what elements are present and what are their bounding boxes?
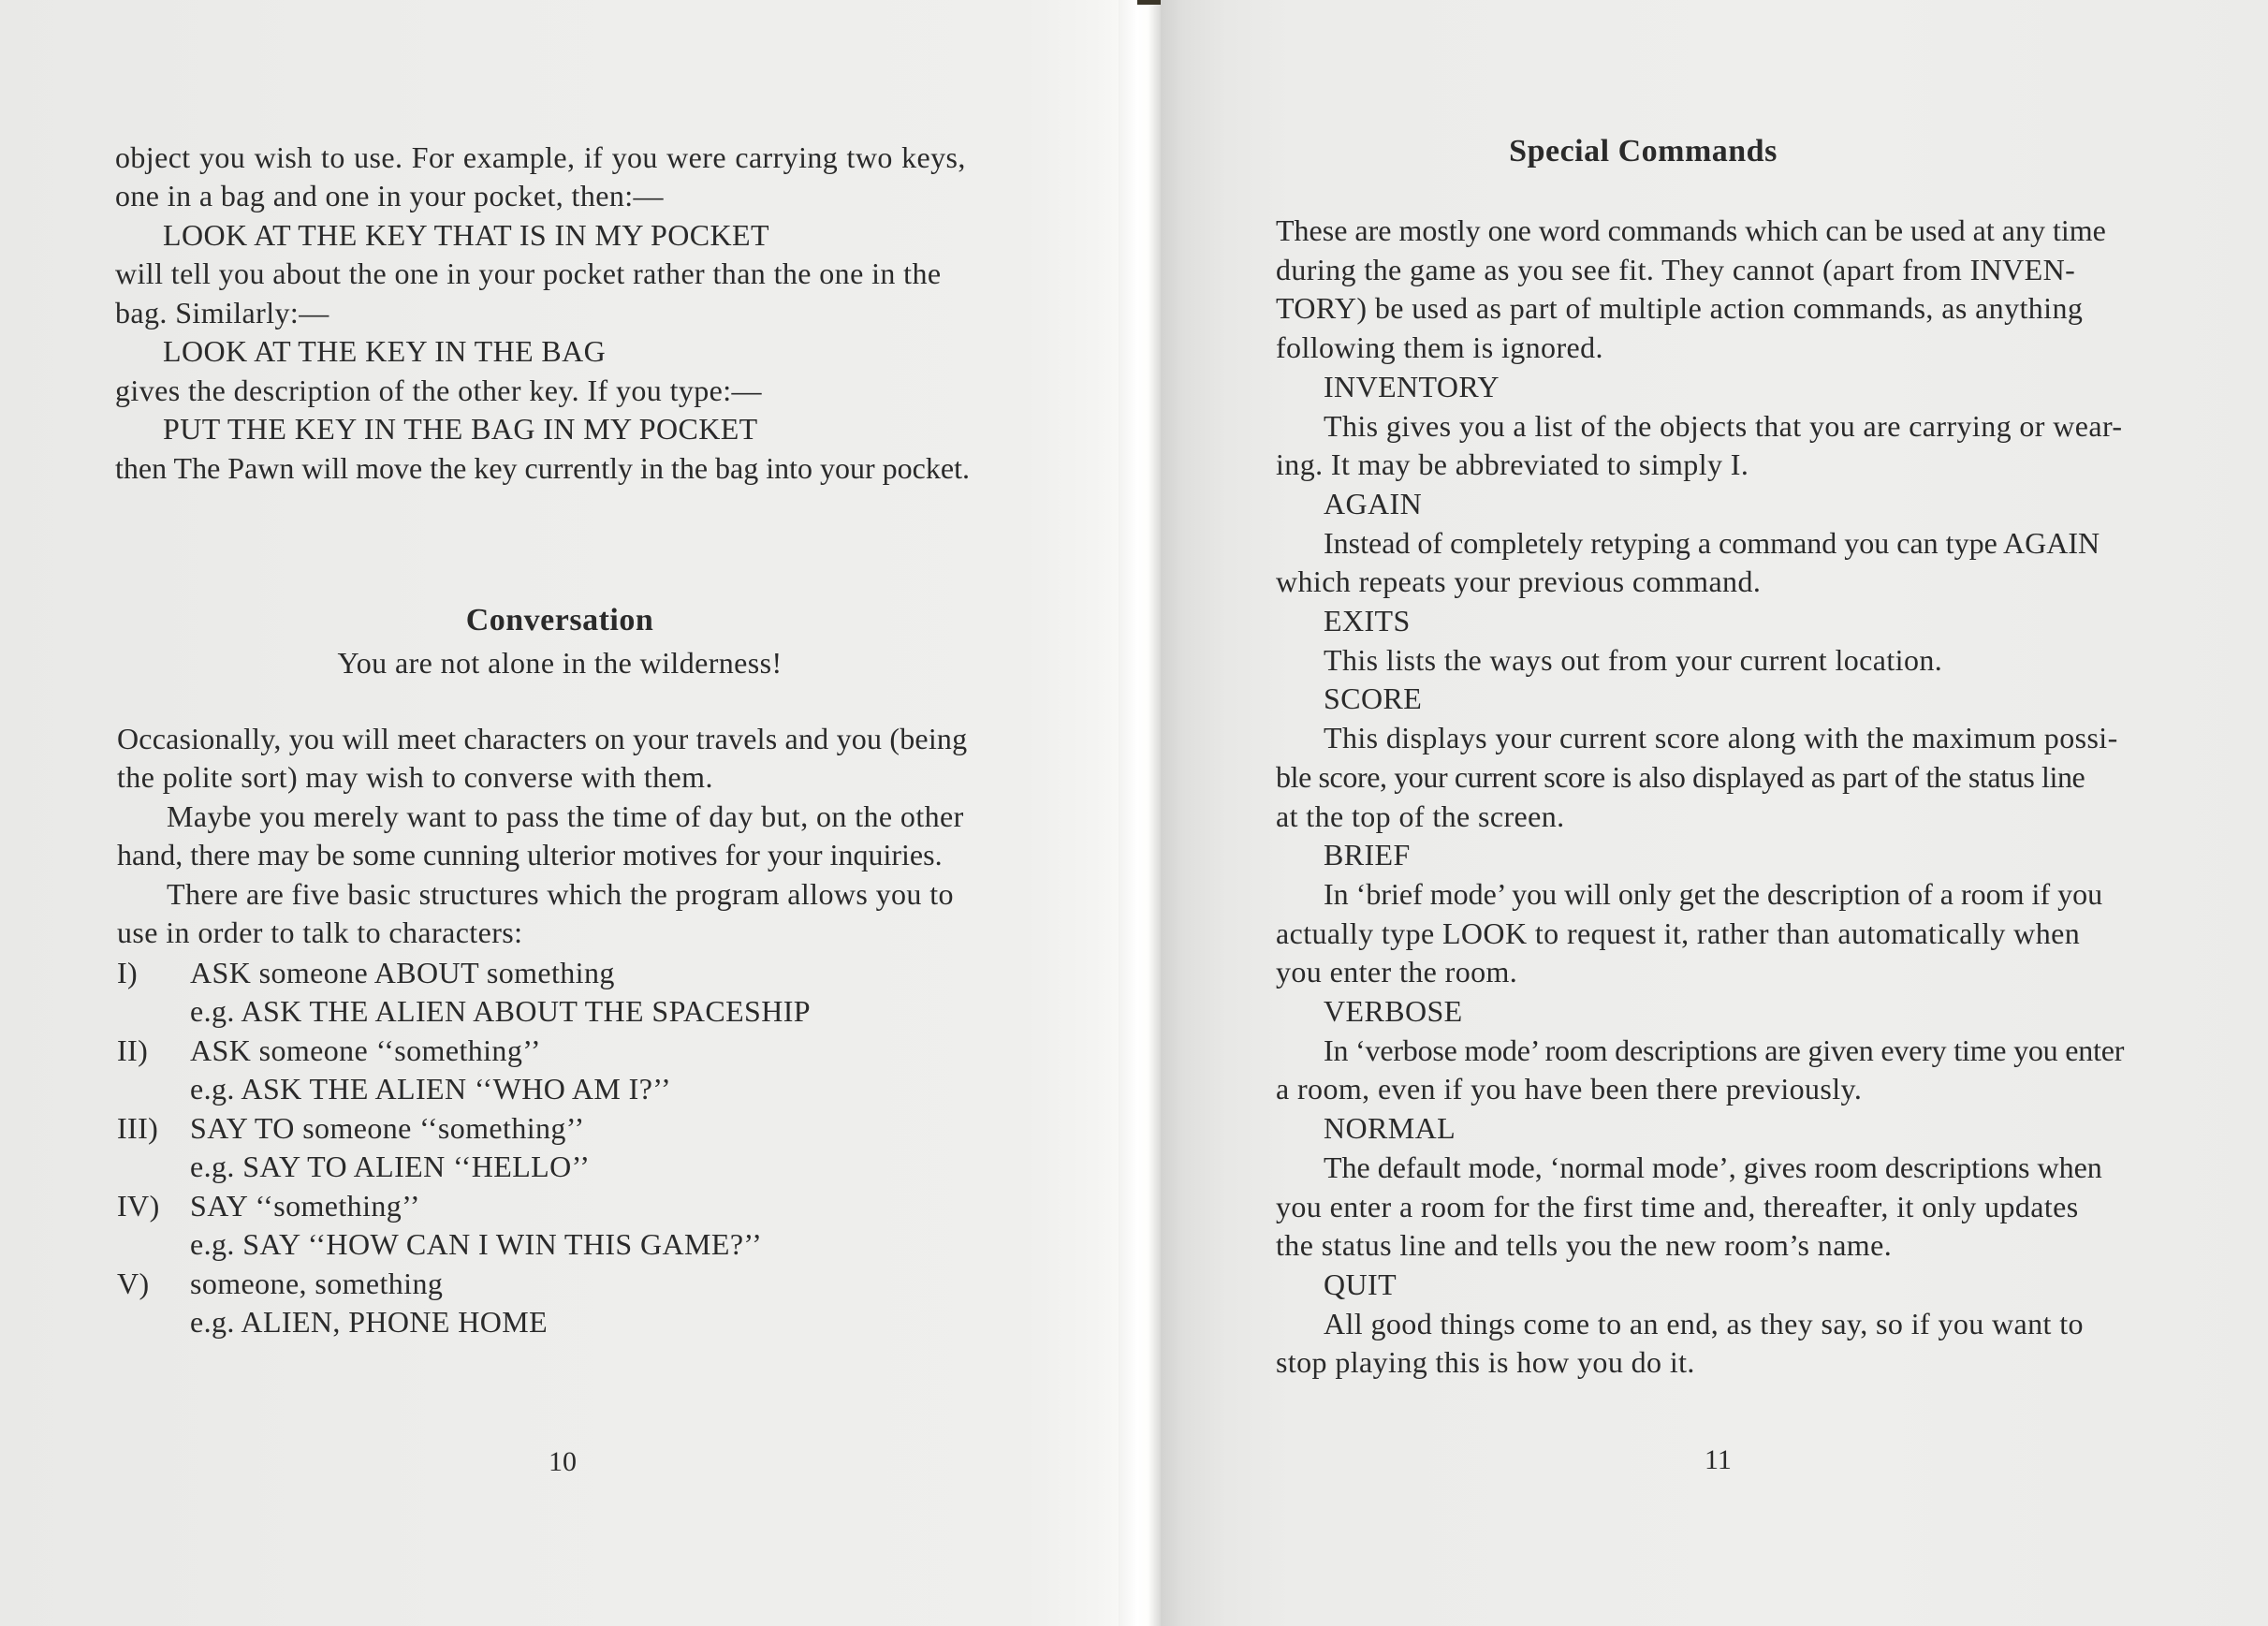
list-example: e.g. ALIEN, PHONE HOME (190, 1305, 549, 1339)
text-line: the status line and tells you the new room’s name. (1276, 1228, 1893, 1263)
list-example: e.g. ASK THE ALIEN ‘‘WHO AM I?’’ (190, 1072, 672, 1106)
text-line: a room, even if you have been there previously. (1276, 1072, 1863, 1106)
text-line: All good things come to an end, as they say, so if you want to (1324, 1306, 2084, 1340)
command-example: LOOK AT THE KEY IN THE BAG (163, 334, 607, 368)
text-line: use in order to talk to characters: (117, 916, 523, 949)
command-name-normal: NORMAL (1324, 1111, 1456, 1146)
command-name-inventory: INVENTORY (1324, 369, 1500, 403)
command-name-exits: EXITS (1324, 604, 1411, 637)
right-page (1161, 0, 2268, 1626)
list-numeral: V) (117, 1267, 150, 1300)
list-example: e.g. ASK THE ALIEN ABOUT THE SPACESHIP (190, 994, 811, 1028)
text-line: bag. Similarly:— (115, 296, 329, 330)
text-line: In ‘verbose mode’ room descriptions are given every time you enter (1324, 1033, 2125, 1067)
list-form: SAY TO someone ‘‘something’’ (190, 1111, 585, 1145)
text-line: This gives you a list of the objects that you are carrying or wear- (1324, 408, 2123, 443)
command-example: LOOK AT THE KEY THAT IS IN MY POCKET (163, 218, 769, 252)
text-line: gives the description of the other key. If you type:— (115, 374, 762, 407)
text-line: ing. It may be abbreviated to simply I. (1276, 447, 1749, 482)
text-line: There are five basic structures which the program allows you to (167, 877, 954, 911)
text-line: you enter the room. (1276, 955, 1518, 989)
list-form: someone, something (190, 1267, 444, 1300)
text-line: In ‘brief mode’ you will only get the description of a room if you (1324, 876, 2103, 911)
text-line: one in a bag and one in your pocket, then:— (115, 179, 664, 212)
text-line: The default mode, ‘normal mode’, gives room descriptions when (1324, 1150, 2102, 1184)
list-numeral: I) (117, 956, 139, 989)
text-line: at the top of the screen. (1276, 798, 1565, 833)
text-line: These are mostly one word commands which can be used at any time (1276, 213, 2106, 247)
text-line: This displays your current score along with the maximum possi- (1324, 721, 2118, 755)
list-form: ASK someone ABOUT something (190, 956, 615, 989)
text-line: ble score, your current score is also displayed as part of the status line (1276, 759, 2085, 794)
text-line: following them is ignored. (1276, 330, 1603, 365)
list-form: ASK someone ‘‘something’’ (190, 1033, 541, 1067)
page-number: 10 (549, 1446, 577, 1477)
text-line: actually type LOOK to request it, rather than automatically when (1276, 916, 2081, 950)
page-number: 11 (1705, 1444, 1732, 1475)
text-line: stop playing this is how you do it. (1276, 1345, 1695, 1380)
list-example: e.g. SAY ‘‘HOW CAN I WIN THIS GAME?’’ (190, 1227, 763, 1261)
text-line: will tell you about the one in your pocket rather than the one in the (115, 256, 942, 290)
list-form: SAY ‘‘something’’ (190, 1189, 420, 1223)
text-line: This lists the ways out from your current location. (1324, 642, 1943, 677)
text-line: TORY) be used as part of multiple action commands, as anything (1276, 291, 2084, 326)
command-name-score: SCORE (1324, 681, 1423, 716)
command-name-verbose: VERBOSE (1324, 994, 1463, 1028)
command-name-quit: QUIT (1324, 1267, 1397, 1301)
command-name-brief: BRIEF (1324, 838, 1411, 872)
list-numeral: IV) (117, 1189, 160, 1223)
text-line: Maybe you merely want to pass the time of day but, on the other (167, 799, 964, 833)
text-line: during the game as you see fit. They cannot (apart from INVEN- (1276, 252, 2076, 286)
section-title-special-commands: Special Commands (1509, 134, 1778, 168)
list-numeral: III) (117, 1111, 159, 1145)
list-example: e.g. SAY TO ALIEN ‘‘HELLO’’ (190, 1150, 591, 1183)
section-title-conversation: Conversation (465, 603, 654, 637)
section-subtitle: You are not alone in the wilderness! (337, 646, 783, 680)
list-numeral: II) (117, 1033, 149, 1067)
text-line: object you wish to use. For example, if you were carrying two keys, (115, 140, 966, 174)
text-line: Occasionally, you will meet characters on your travels and you (being (117, 722, 968, 755)
text-line: hand, there may be some cunning ulterior motives for your inquiries. (117, 838, 943, 872)
text-line: you enter a room for the first time and, thereafter, it only updates (1276, 1189, 2079, 1223)
text-line: then The Pawn will move the key currently in the bag into your pocket. (115, 451, 970, 485)
text-line: Instead of completely retyping a command you can type AGAIN (1324, 525, 2100, 560)
book-gutter (1119, 0, 1161, 1626)
text-line: the polite sort) may wish to converse with them. (117, 760, 713, 794)
command-example: PUT THE KEY IN THE BAG IN MY POCKET (163, 412, 758, 446)
text-line: which repeats your previous command. (1276, 564, 1762, 599)
command-name-again: AGAIN (1324, 486, 1423, 520)
